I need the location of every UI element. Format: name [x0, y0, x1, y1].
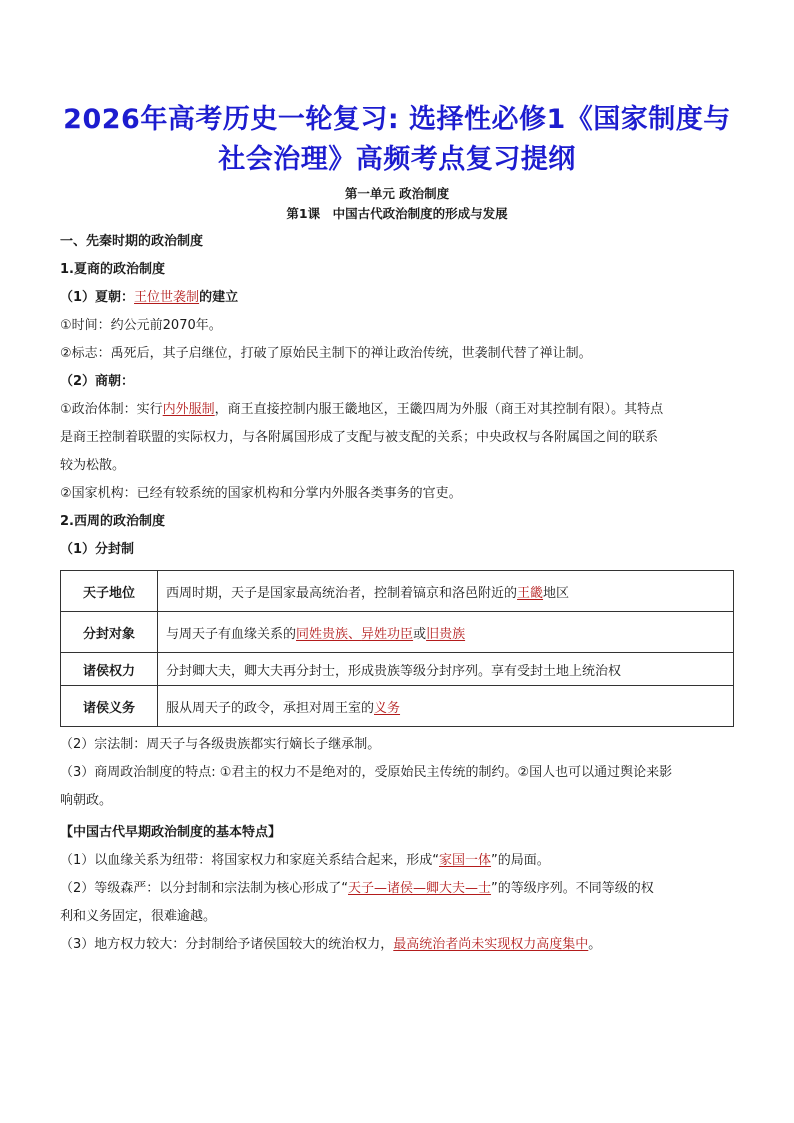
xia-heading: （1）夏朝：王位世袭制的建立 — [60, 290, 239, 305]
xia-time: ①时间：约公元前2070年。 — [60, 318, 222, 333]
table-value: 与周天子有血缘关系的同姓贵族、异姓功臣或旧贵族 — [158, 612, 734, 653]
table-row — [61, 686, 734, 727]
table-value: 西周时期，天子是国家最高统治者，控制着镐京和洛邑附近的王畿地区 — [158, 571, 734, 612]
shang-politics-cont: 是商王控制着联盟的实际权力，与各附属国形成了支配与被支配的关系；中央政权与各附属国之间的联系 — [60, 430, 659, 445]
table-row — [61, 571, 734, 612]
table-value: 分封卿大夫，卿大夫再分封士，形成贵族等级分封序列。享有受封土地上统治权 — [158, 653, 734, 686]
doc-title-line1: 2026年高考历史一轮复习: 选择性必修1《国家制度与 — [63, 104, 731, 135]
point-2-cont: 利和义务固定，很难逾越。 — [60, 909, 217, 924]
shang-heading: （2）商朝： — [60, 374, 135, 389]
unit-title: 第一单元 政治制度 — [344, 186, 450, 201]
shang-institutions: ②国家机构：已经有较系统的国家机构和分掌内外服各类事务的官吏。 — [60, 486, 462, 501]
table-value: 服从周天子的政令，承担对周王室的义务 — [158, 686, 734, 727]
highlight-term: 家国一体 — [439, 853, 492, 868]
table-row — [61, 653, 734, 686]
features-paragraph: （3）商周政治制度的特点: ①君主的权力不是绝对的，受原始民主传统的制约。②国人也可以通过舆论来影 — [60, 765, 673, 780]
doc-title-line2: 社会治理》高频考点复习提纲 — [218, 144, 576, 175]
lesson-title: 第1课 中国古代政治制度的形成与发展 — [286, 206, 508, 221]
table-key: 分封对象 — [61, 612, 158, 653]
shang-politics-cont: 较为松散。 — [60, 458, 126, 473]
xia-sign: ②标志：禹死后，其子启继位，打破了原始民主制下的禅让政治传统，世袭制代替了禅让制。 — [60, 346, 592, 361]
highlight-term: 最高统治者尚未实现权力高度集中 — [393, 937, 589, 952]
table-key: 天子地位 — [61, 571, 158, 612]
highlight-term: 天子—诸侯—卿大夫—士 — [348, 881, 492, 896]
doc-title — [60, 100, 734, 180]
subsection-heading: 2.西周的政治制度 — [60, 514, 165, 529]
box-heading: 【中国古代早期政治制度的基本特点】 — [60, 825, 282, 840]
point-2: （2）等级森严：以分封制和宗法制为核心形成了“天子—诸侯—卿大夫—士”的等级序列。不同等级的权 — [60, 881, 654, 896]
point-3: （3）地方权力较大：分封制给予诸侯国较大的统治权力，最高统治者尚未实现权力高度集中。 — [60, 937, 602, 952]
fief-table — [60, 570, 734, 727]
point-1: （1）以血缘关系为纽带：将国家权力和家庭关系结合起来，形成“家国一体”的局面。 — [60, 853, 550, 868]
fief-heading: （1）分封制 — [60, 542, 135, 557]
table-row — [61, 612, 734, 653]
document-page — [60, 100, 734, 959]
subsection-heading: 1.夏商的政治制度 — [60, 262, 165, 277]
table-key: 诸侯权力 — [61, 653, 158, 686]
zongfa-paragraph: （2）宗法制：周天子与各级贵族都实行嫡长子继承制。 — [60, 737, 381, 752]
highlight-term: 王位世袭制 — [134, 290, 200, 305]
section-heading: 一、先秦时期的政治制度 — [60, 234, 204, 249]
table-key: 诸侯义务 — [61, 686, 158, 727]
highlight-term: 内外服制 — [162, 402, 215, 417]
features-paragraph-cont: 响朝政。 — [60, 793, 113, 808]
shang-politics: ①政治体制：实行内外服制，商王直接控制内服王畿地区，王畿四周为外服（商王对其控制有限）。其特点 — [60, 402, 664, 417]
